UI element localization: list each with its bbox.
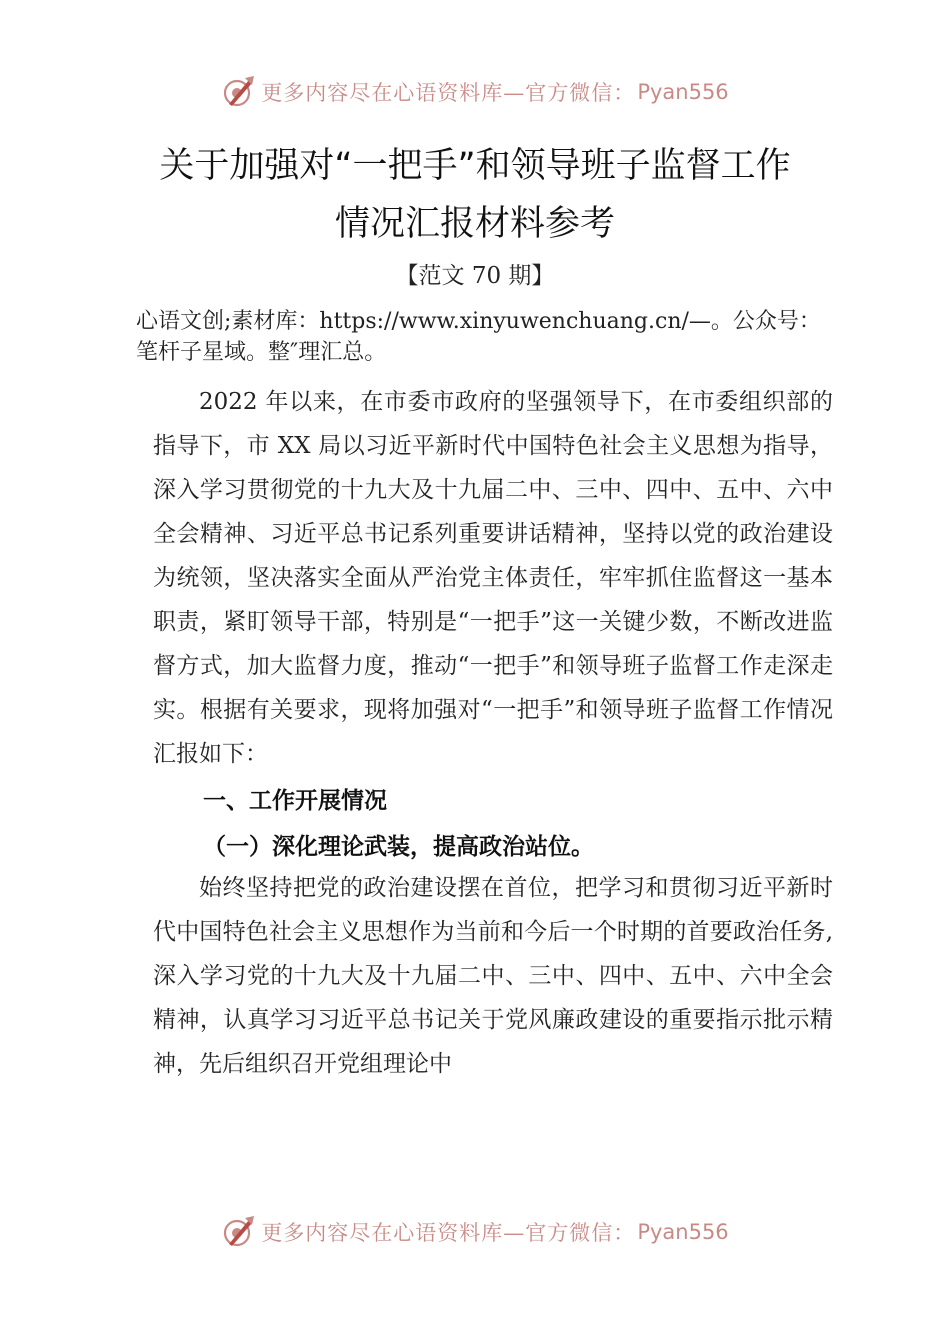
watermark-wechat-id: Pyan556	[637, 1220, 729, 1244]
watermark-text: 更多内容尽在心语资料库—官方微信：	[261, 1221, 636, 1245]
intro-paragraph: 2022 年以来，在市委市政府的坚强领导下，在市委组织部的指导下，市 XX 局以习近平新时代中国特色社会主义思想为指导，深入学习贯彻党的十九大及十九届二中、三中、四中、五中、六中全会精神、习近平总书记系列重要讲话精神，坚持以党的政治建设为统领，坚决落实全面从严治党主体责任，牢牢抓住监督这一基本职责，紧盯领导干部，特别是“一把手”这一关键少数，不断改进监督方式，加大监督力度，推动“一把手”和领导班子监督工作走深走实。根据有关要求，现将加强对“一把手”和领导班子监督工作情况汇报如下：	[153, 389, 833, 767]
quill-logo-icon	[221, 74, 257, 110]
footer-watermark	[0, 1212, 950, 1252]
document-title-line1: 关于加强对“一把手”和领导班子监督工作	[159, 146, 791, 186]
watermark-text: 更多内容尽在心语资料库—官方微信：	[261, 81, 636, 105]
section-heading: 一、工作开展情况	[203, 788, 387, 814]
body-paragraph: 始终坚持把党的政治建设摆在首位，把学习和贯彻习近平新时代中国特色社会主义思想作为当前和今后一个时期的首要政治任务,深入学习党的十九大及十九届二中、三中、四中、五中、六中全会精神，认真学习习近平总书记关于党风廉政建设的重要指示批示精神，先后组织召开党组理论中	[153, 875, 833, 1077]
quill-logo-icon	[221, 1214, 257, 1250]
source-note: 心语文创;素材库：https://www.xinyuwenchuang.cn/—。公众号：笔杆子星域。整″理汇总。	[136, 309, 821, 365]
document-title-line2: 情况汇报材料参考	[334, 204, 615, 244]
header-watermark	[0, 72, 950, 112]
watermark-wechat-id: Pyan556	[637, 80, 729, 104]
subsection-heading: （一）深化理论武装，提高政治站位。	[203, 834, 594, 860]
issue-label: 【范文 70 期】	[395, 263, 555, 289]
